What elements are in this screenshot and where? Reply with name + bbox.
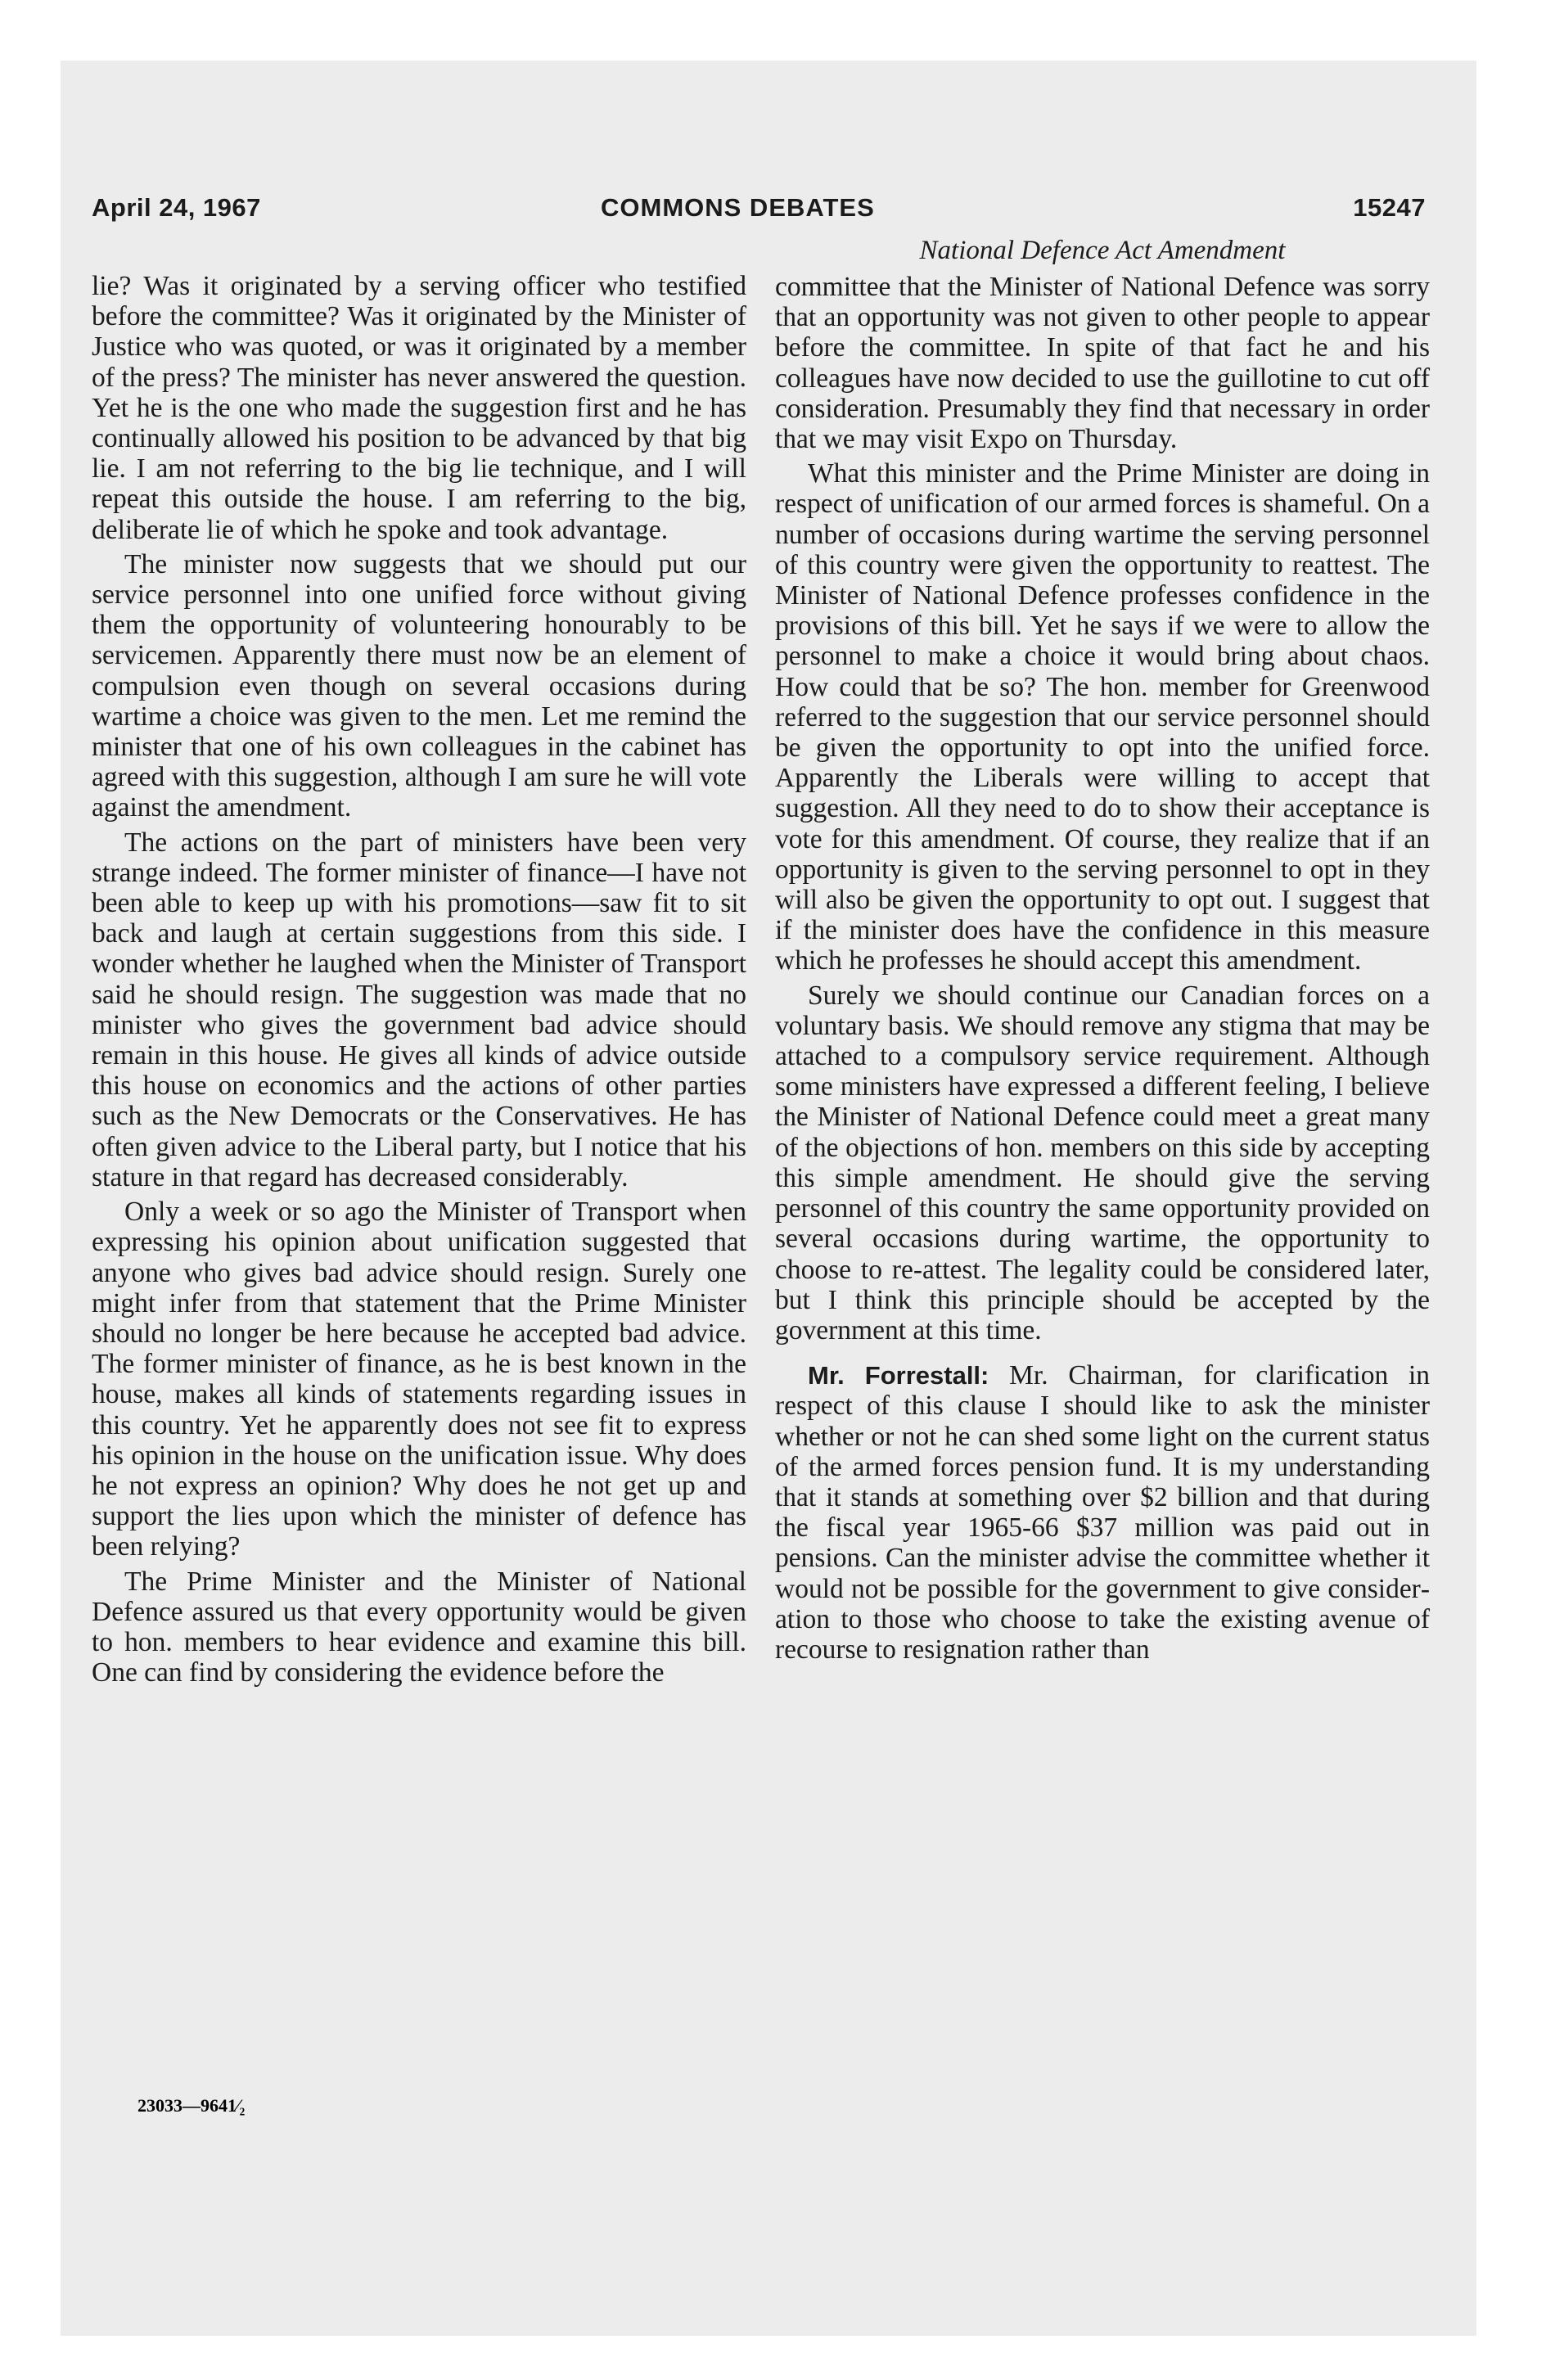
left-paragraph-3: The actions on the part of ministers have been very strange indeed. The former minister of finance—I have not been able to keep up with his promotions—saw fit to sit back and laugh at certain suggestions from this side. I wonder whether he laughed when the Minister of Transport said he should resign. The suggestion was made that no minister who gives the government bad advice should remain in this house. He gives all kinds of advice outside this house on economics and the actions of other parties such as the New Democrats or the Conservatives. He has often given advice to the Liberal party, but I notice that his stature in that regard has decreased considerably. <box>92 827 746 1192</box>
right-column <box>775 234 1430 1665</box>
speaker-name: Mr. Forrestall: <box>808 1361 989 1391</box>
right-paragraph-2: What this minister and the Prime Minister are doing in respect of unification of our armed forces is shameful. On a number of occasions during wartime the serving personnel of this country were given the opportunity to reattest. The Minister of National Defence professes confidence in the provisions of this bill. Yet he says if we were to allow the personnel to make a choice it would bring about chaos. How could that be so? The hon. member for Greenwood referred to the suggestion that our service personnel should be given the opportunity to opt into the unified force. Apparently the Liberals were willing to accept that suggestion. All they need to do to show their acceptance is vote for this amendment. Of course, they realize that if an opportunity is given to the serving personnel to opt in they will also be given the opportunity to opt out. I suggest that if the minister does have the confidence in this measure which he professes he should accept this amendment. <box>775 458 1430 976</box>
left-paragraph-4: Only a week or so ago the Minister of Transport when expressing his opinion about unification suggested that anyone who gives bad advice should resign. Surely one might infer from that statement that the Prime Minister should no longer be here because he accepted bad advice. The former minister of finance, as he is best known in the house, makes all kinds of statements regarding issues in this country. Yet he apparently does not see fit to express his opinion in the house on the unification issue. Why does he not express an opinion? Why does he not get up and support the lies upon which the minister of defence has been relying? <box>92 1197 746 1562</box>
document-page <box>92 193 1431 2288</box>
header-date: April 24, 1967 <box>92 193 261 222</box>
running-header <box>92 193 1426 229</box>
right-paragraph-1: committee that the Minister of National Defence was sorry that an opportunity was not given to other people to appear before the committee. In spite of that fact he and his colleagues have now decided to use the guillotine to cut off consideration. Presumably they find that necessary in order that we may visit Expo on Thursday. <box>775 272 1430 455</box>
speaker-paragraph <box>775 1360 1430 1665</box>
left-column <box>92 271 746 1688</box>
speaker-text: Mr. Chairman, for clarification in respect of this clause I should like to ask the minister whether or not he can shed some light on the current status of the armed forces pension fund. It is my understanding that it stands at something over $2 billion and that during the fiscal year 1965-66 $37 million was paid out in pensions. Can the minister advise the committee whether it would not be possible for the government to give consideration to those who choose to take the existing avenue of recourse to resignation rather than <box>775 1360 1431 1665</box>
right-paragraph-3: Surely we should continue our Canadian forces on a voluntary basis. We should remove any stigma that may be attached to a compulsory service requirement. Although some ministers have expressed a different feeling, I believe the Minister of National Defence could meet a great many of the objections of hon. members on this side by accepting this simple amendment. He should give the serving personnel of this country the same opportunity provided on several occasions during wartime, the opportunity to choose to re-attest. The legality could be considered later, but I think this principle should be accepted by the government at this time. <box>775 980 1430 1346</box>
left-paragraph-1: lie? Was it originated by a serving officer who testified before the committee? Was it originated by the Minister of Justice who was quoted, or was it originated by a member of the press? The minister has never answered the question. Yet he is the one who made the suggestion first and he has continually allowed his position to be advanced by that big lie. I am not referring to the big lie technique, and I will repeat this outside the house. I am referring to the big, deliberate lie of which he spoke and took advantage. <box>92 271 746 545</box>
footer-mark: 23033—9641⁄₂ <box>137 2095 246 2116</box>
left-paragraph-2: The minister now suggests that we should put our service personnel into one unified force without giving them the opportunity of volunteering honourably to be servicemen. Apparently there must now be an element of compulsion even though on several occasions during wartime a choice was given to the men. Let me remind the minister that one of his own colleagues in the cabinet has agreed with this suggestion, although I am sure he will vote against the amendment. <box>92 548 746 823</box>
section-subheading: National Defence Act Amendment <box>919 236 1286 265</box>
header-page-number: 15247 <box>1353 193 1426 222</box>
left-paragraph-5: The Prime Minister and the Minister of National Defence assured us that every opportunity would be given to hon. members to hear evidence and examine this bill. One can find by considering the evidence before the <box>92 1566 746 1688</box>
header-title: COMMONS DEBATES <box>601 193 875 222</box>
